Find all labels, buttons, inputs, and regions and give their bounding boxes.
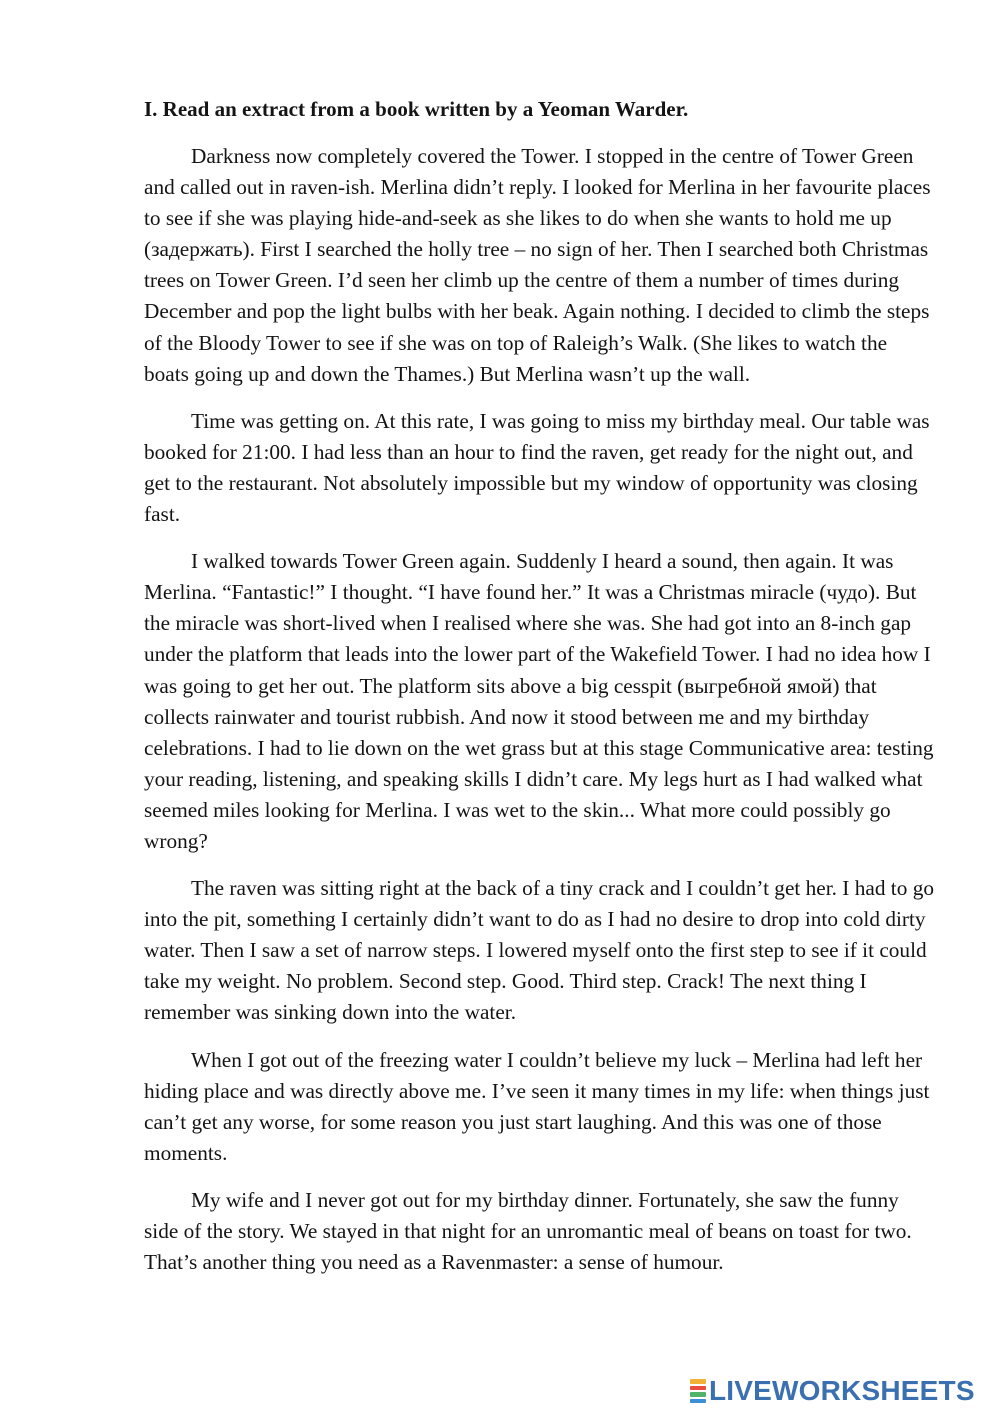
- logo-mark-bar: [690, 1379, 706, 1384]
- paragraph-2: Time was getting on. At this rate, I was going to miss my birthday meal. Our table was booked for 21:00. I had less than an hour to find the raven, get ready for the night out, and get to the restaurant. Not absolutely impossible but my window of opportunity was closing fast.: [144, 408, 930, 527]
- paragraph-3: I walked towards Tower Green again. Suddenly I heard a sound, then again. It was Merlina. “Fantastic!” I thought. “I have found her.” It was a Christmas miracle (чудо). But the miracle was short-lived when I realised where she was. She had got into an 8-inch gap under the platform that leads into the lower part of the Wakefield Tower. I had no idea how I was going to get her out. The platform sits above a big cesspit (выгребной ямой) that collects rainwater and tourist rubbish. And now it stood between me and my birthday celebrations. I had to lie down on the wet grass but at this stage Communicative area: testing your reading, listening, and speaking skills I didn’t care. My legs hurt as I had walked what seemed miles looking for Merlina. I was wet to the skin... What more could possibly go wrong?: [144, 549, 934, 853]
- logo-mark-bar: [690, 1392, 706, 1397]
- paragraph-4: The raven was sitting right at the back of a tiny crack and I couldn’t get her. I had to go into the pit, something I certainly didn’t want to do as I had no desire to drop into cold dirty water. Then I saw a set of narrow steps. I lowered myself onto the first step to see if it could take my weight. No problem. Second step. Good. Third step. Crack! The next thing I remember was sinking down into the water.: [144, 876, 934, 1025]
- paragraph-6: My wife and I never got out for my birthday dinner. Fortunately, she saw the funny side of the story. We stayed in that night for an unromantic meal of beans on toast for two. That’s another thing you need as a Ravenmaster: a sense of humour.: [144, 1187, 912, 1275]
- liveworksheets-mark-icon: [690, 1378, 706, 1404]
- logo-text: LIVEWORKSHEETS: [709, 1375, 975, 1406]
- worksheet-page: [144, 92, 934, 1294]
- task-heading: I. Read an extract from a book written by a Yeoman Warder.: [144, 97, 689, 121]
- logo-mark-bar: [690, 1399, 706, 1404]
- liveworksheets-logo[interactable]: [690, 1376, 975, 1406]
- logo-mark-bar: [690, 1386, 706, 1391]
- paragraph-1: Darkness now completely covered the Tower. I stopped in the centre of Tower Green and called out in raven-ish. Merlina didn’t reply. I looked for Merlina in her favourite places to see if she was playing hide-and-seek as she likes to do when she wants to hold me up (задержать). First I searched the holly tree – no sign of her. Then I searched both Christmas trees on Tower Green. I’d seen her climb up the centre of them a number of times during December and pop the light bulbs with her beak. Again nothing. I decided to climb the steps of the Bloody Tower to see if she was on top of Raleigh’s Walk. (She likes to watch the boats going up and down the Thames.) But Merlina wasn’t up the wall.: [144, 144, 931, 386]
- paragraph-5: When I got out of the freezing water I couldn’t believe my luck – Merlina had left her hiding place and was directly above me. I’ve seen it many times in my life: when things just can’t get any worse, for some reason you just start laughing. And this was one of those moments.: [144, 1047, 930, 1165]
